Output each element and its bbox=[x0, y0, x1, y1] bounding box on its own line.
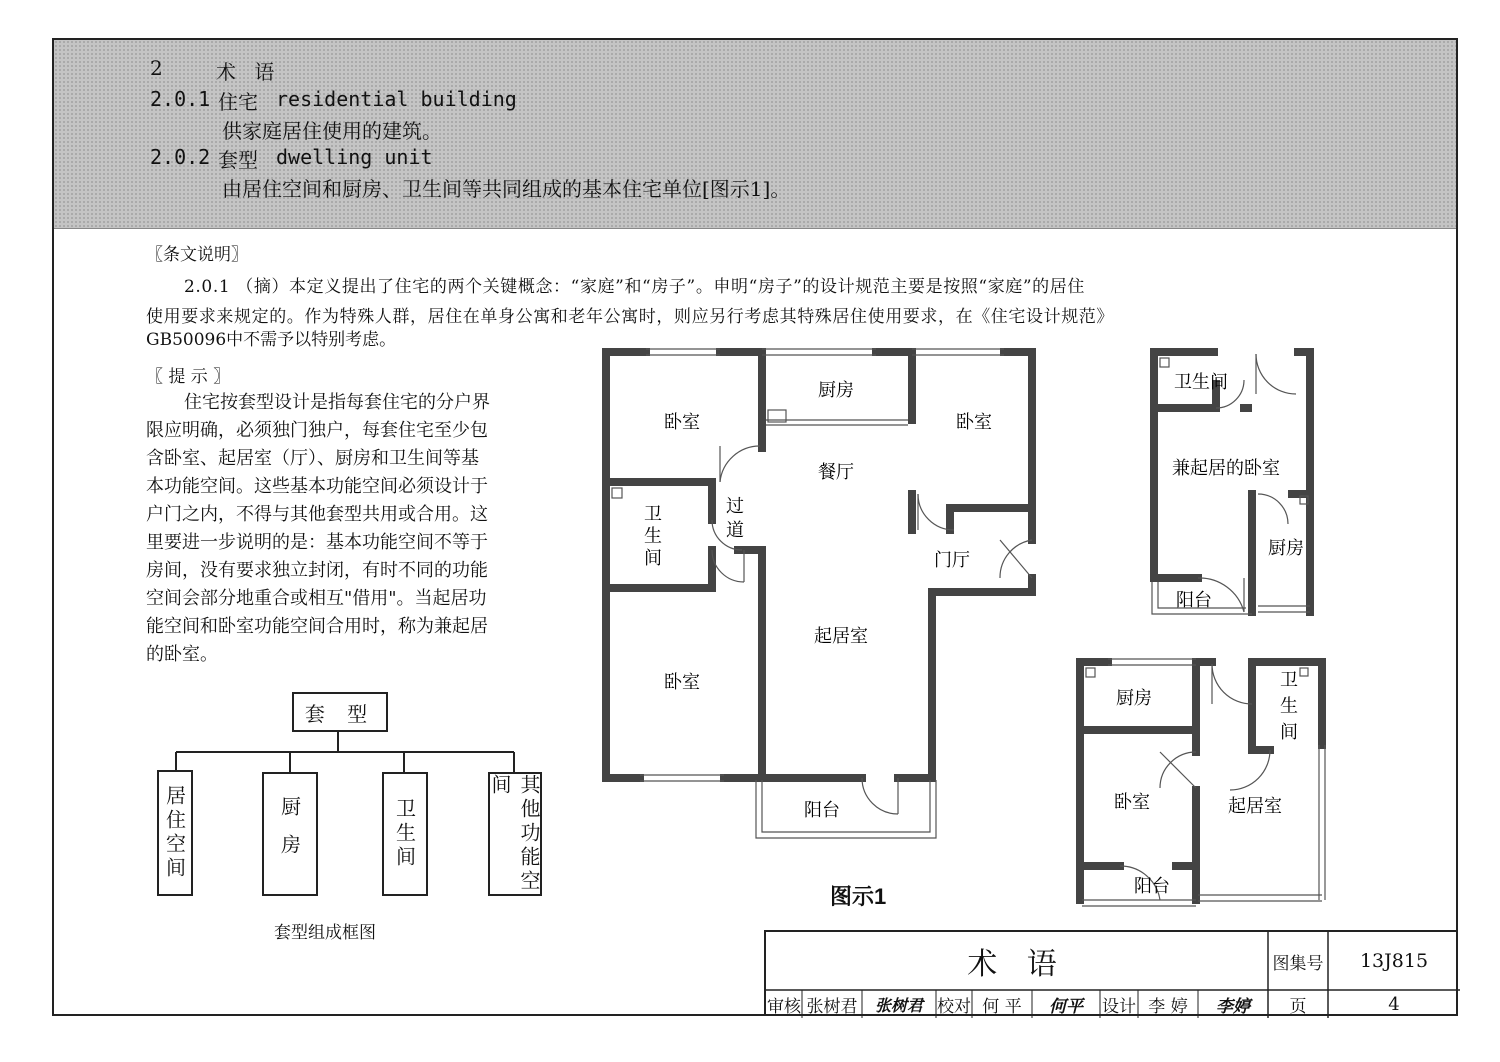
design-label: 设计 bbox=[1102, 996, 1136, 1017]
room-label: 餐厅 bbox=[818, 462, 854, 483]
room-label: 卧室 bbox=[664, 672, 700, 693]
title-block bbox=[764, 930, 1458, 1016]
room-label: 卧室 bbox=[956, 412, 992, 433]
tip-line: 能空间和卧室功能空间合用时，称为兼起居 bbox=[146, 616, 488, 637]
term2-chinese: 套型 bbox=[218, 148, 258, 172]
designer-signature: 李婷 bbox=[1216, 996, 1250, 1017]
diagram-child-box: 其他功能空间 bbox=[488, 774, 541, 894]
designer-name: 李 婷 bbox=[1148, 996, 1188, 1017]
reviewer-name: 张树君 bbox=[806, 996, 858, 1017]
term1-english: residential building bbox=[276, 87, 517, 111]
figure-caption: 图示1 bbox=[830, 884, 887, 909]
tip-line: 住宅按套型设计是指每套住宅的分户界 bbox=[184, 392, 490, 413]
section-number: 2 bbox=[150, 56, 163, 80]
diagram-child-box: 居住空间 bbox=[157, 770, 193, 896]
checker-signature: 何平 bbox=[1049, 996, 1083, 1017]
explanation-line: 2.0.1 （摘）本定义提出了住宅的两个关键概念：“家庭”和“房子”。申明“房子”的设计规范主要是按照“家庭”的居住 bbox=[184, 277, 1085, 297]
section-title: 术 语 bbox=[216, 60, 281, 84]
room-label-char: 道 bbox=[726, 520, 744, 541]
room-label: 阳台 bbox=[804, 800, 840, 821]
page-number: 4 bbox=[1388, 993, 1400, 1015]
room-label: 起居室 bbox=[814, 626, 868, 647]
room-label: 起居室 bbox=[1228, 796, 1282, 817]
room-label: 阳台 bbox=[1134, 876, 1170, 897]
tip-line: 里要进一步说明的是：基本功能空间不等于 bbox=[146, 532, 488, 553]
room-label: 阳台 bbox=[1176, 590, 1212, 611]
tip-line: 限应明确，必须独门独户，每套住宅至少包 bbox=[146, 420, 488, 441]
room-label: 卫生间 bbox=[1174, 372, 1228, 393]
tip-heading: 〖 提 示 〗 bbox=[146, 367, 231, 387]
room-label: 门厅 bbox=[934, 550, 970, 571]
atlas-number: 13J815 bbox=[1359, 950, 1429, 972]
room-label: 兼起居的卧室 bbox=[1172, 458, 1280, 479]
term1-chinese: 住宅 bbox=[218, 90, 258, 114]
room-label-char: 卫 bbox=[644, 504, 662, 525]
diagram-child-box: 厨房 bbox=[262, 772, 318, 896]
tip-line: 本功能空间。这些基本功能空间必须设计于 bbox=[146, 476, 488, 497]
page-label: 页 bbox=[1289, 996, 1307, 1017]
room-label-char: 生 bbox=[644, 526, 662, 547]
review-label: 审核 bbox=[767, 996, 801, 1017]
room-label-char: 过 bbox=[726, 496, 744, 517]
explanation-line: GB50096中不需予以特别考虑。 bbox=[146, 330, 397, 350]
tip-line: 含卧室、起居室（厅）、厨房和卫生间等基 bbox=[146, 448, 479, 469]
room-label-char: 间 bbox=[644, 548, 662, 569]
room-label-char: 卫 bbox=[1280, 670, 1298, 691]
explanation-line: 使用要求来规定的。作为特殊人群，居住在单身公寓和老年公寓时，则应另行考虑其特殊居住使用要求，在《住宅设计规范》 bbox=[146, 307, 1114, 327]
reviewer-signature: 张树君 bbox=[874, 995, 923, 1015]
term1-number: 2.0.1 bbox=[150, 87, 211, 111]
check-label: 校对 bbox=[937, 996, 971, 1017]
tip-line: 的卧室。 bbox=[146, 644, 218, 665]
room-label: 卧室 bbox=[664, 412, 700, 433]
term2-english: dwelling unit bbox=[276, 145, 433, 169]
room-label-char: 生 bbox=[1280, 696, 1298, 717]
room-label: 卧室 bbox=[1114, 792, 1150, 813]
term1-definition: 供家庭居住使用的建筑。 bbox=[222, 119, 442, 143]
atlas-number-label: 图集号 bbox=[1272, 953, 1324, 974]
tip-line: 空间会部分地重合或相互"借用"。当起居功 bbox=[146, 588, 487, 609]
diagram-child-box: 卫生间 bbox=[382, 772, 428, 896]
room-label: 厨房 bbox=[1268, 538, 1304, 559]
tip-line: 房间，没有要求独立封闭，有时不同的功能 bbox=[146, 560, 488, 581]
diagram-caption: 套型组成框图 bbox=[274, 923, 376, 943]
diagram-root-box: 套 型 bbox=[292, 692, 388, 732]
term2-definition: 由居住空间和厨房、卫生间等共同组成的基本住宅单位[图示1]。 bbox=[222, 177, 791, 201]
room-label-char: 间 bbox=[1280, 722, 1298, 743]
drawing-title: 术 语 bbox=[967, 947, 1067, 982]
tip-line: 户门之内，不得与其他套型共用或合用。这 bbox=[146, 504, 488, 525]
checker-name: 何 平 bbox=[982, 996, 1022, 1017]
room-label: 厨房 bbox=[1116, 688, 1152, 709]
explanation-heading: 〖条文说明〗 bbox=[146, 245, 248, 265]
term2-number: 2.0.2 bbox=[150, 145, 211, 169]
room-label: 厨房 bbox=[818, 380, 854, 401]
